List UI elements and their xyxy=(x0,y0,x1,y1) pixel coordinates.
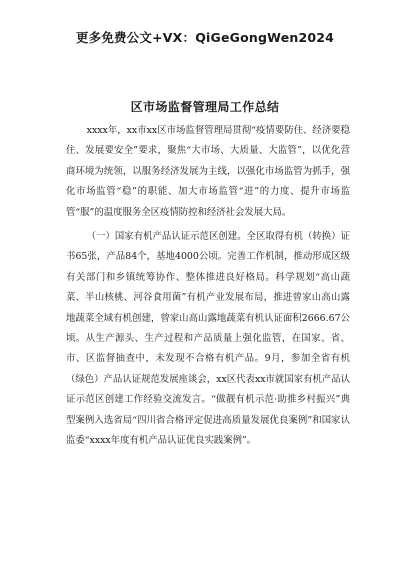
paragraph-organic-certification: （一）国家有机产品认证示范区创建。全区取得有机（转换）证书65张，产品84个，基地4000公顷。完善工作机制，推动形成区级有关部门和乡镇统筹协作、整体推进良好格局。科学规划“高山蔬菜、半山核桃、河谷食用菌”有机产业发展布局，推进曾家山高山露地蔬菜全域有机创建，曾家山高山露地蔬菜有机认证面积2666.67公顷。从生产源头、生产过程和产品质量上强化监管，在国家、省、市、区监督抽查中，未发现不合格有机产品。9月，参加全省有机（绿色）产品认证规范发展座谈会，xx区代表xx市就国家有机产品认证示范区创建工作经验交流发言。“做靓有机示范·助推乡村振兴”典型案例入选省局“四川省合格评定促进高质量发展优良案例”和国家认监委“xxxx年度有机产品认证优良实践案例”。 xyxy=(66,231,350,447)
document-body xyxy=(66,121,350,452)
promo-header: 更多免费公文+VX：QiGeGongWen2024 xyxy=(75,30,335,45)
paragraph-intro: xxxx年，xx市xx区市场监督管理局贯彻“疫情要防住、经济要稳住、发展要安全”要求，聚焦“大市场、大质量、大监管”，以优化营商环境为统领，以服务经济发展为主线，以强化市场监管为抓手，强化市场监管“稳”的职能、加大市场监管“进”的力度、提升市场监管“服”的温度服务全区疫情防控和经济社会发展大局。 xyxy=(66,125,350,218)
document-title: 区市场监督管理局工作总结 xyxy=(130,100,280,114)
